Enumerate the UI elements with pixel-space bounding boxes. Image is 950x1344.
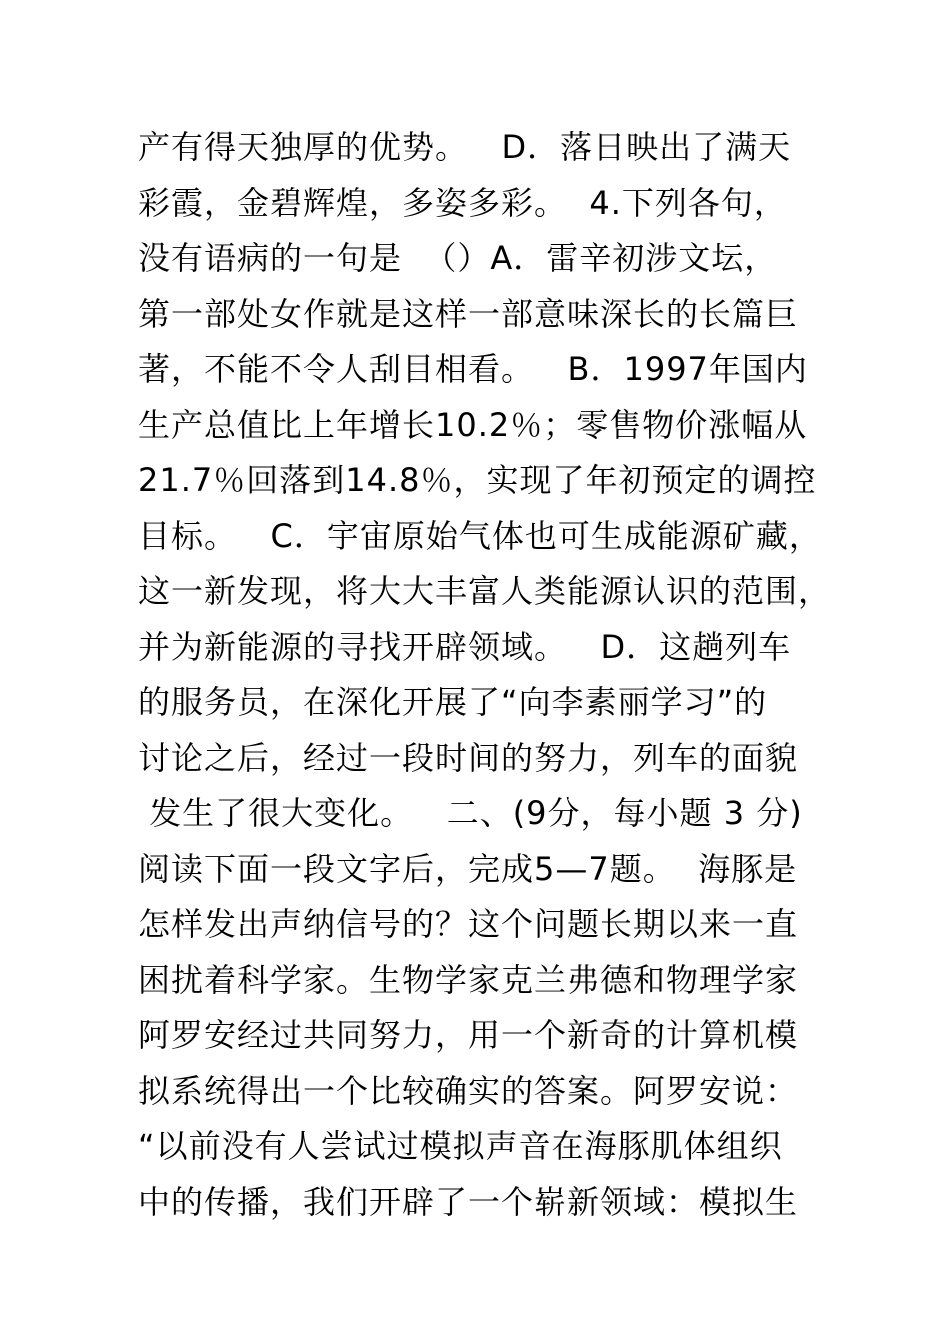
- text-line: 困扰着科学家。生物学家克兰弗德和物理学家: [138, 960, 799, 999]
- document-body: [138, 120, 838, 1230]
- text-line: 并为新能源的寻找开辟领域。 D．这趟列车: [138, 627, 792, 666]
- text-line: 彩霞，金碧辉煌，多姿多彩。 4.下列各句，: [138, 183, 787, 222]
- text-line: 著，不能不令人刮目相看。 B．1997年国内: [138, 350, 808, 388]
- text-line: 目标。 C．宇宙原始气体也可生成能源矿藏，: [138, 516, 822, 555]
- text-line: 的服务员，在深化开展了“向李素丽学习”的: [138, 683, 768, 721]
- text-line: 拟系统得出一个比较确实的答案。阿罗安说：: [138, 1071, 799, 1110]
- text-line: 21.7％回落到14.8％，实现了年初预定的调控: [138, 461, 817, 499]
- text-line: 发生了很大变化。 二、(9分，每小题 3 分): [138, 794, 803, 832]
- text-line: 第一部处女作就是这样一部意味深长的长篇巨: [138, 294, 799, 333]
- text-line: 这一新发现，将大大丰富人类能源认识的范围，: [138, 572, 832, 610]
- text-line: 中的传播，我们开辟了一个崭新领域：模拟生: [138, 1182, 799, 1221]
- text-line: 没有语病的一句是 （）A．雷辛初涉文坛，: [138, 239, 778, 277]
- text-line: 讨论之后，经过一段时间的努力，列车的面貌: [138, 738, 799, 777]
- text-line: “以前没有人尝试过模拟声音在海豚肌体组织: [138, 1127, 783, 1165]
- text-line: 产有得天独厚的优势。 D．落日映出了满天: [138, 128, 792, 166]
- text-line: 怎样发出声纳信号的？这个问题长期以来一直: [138, 905, 799, 943]
- text-line: 阿罗安经过共同努力，用一个新奇的计算机模: [138, 1016, 799, 1054]
- text-line: 生产总值比上年增长10.2％；零售物价涨幅从: [138, 405, 808, 444]
- text-line: 阅读下面一段文字后，完成5—7题。 海豚是: [138, 849, 798, 888]
